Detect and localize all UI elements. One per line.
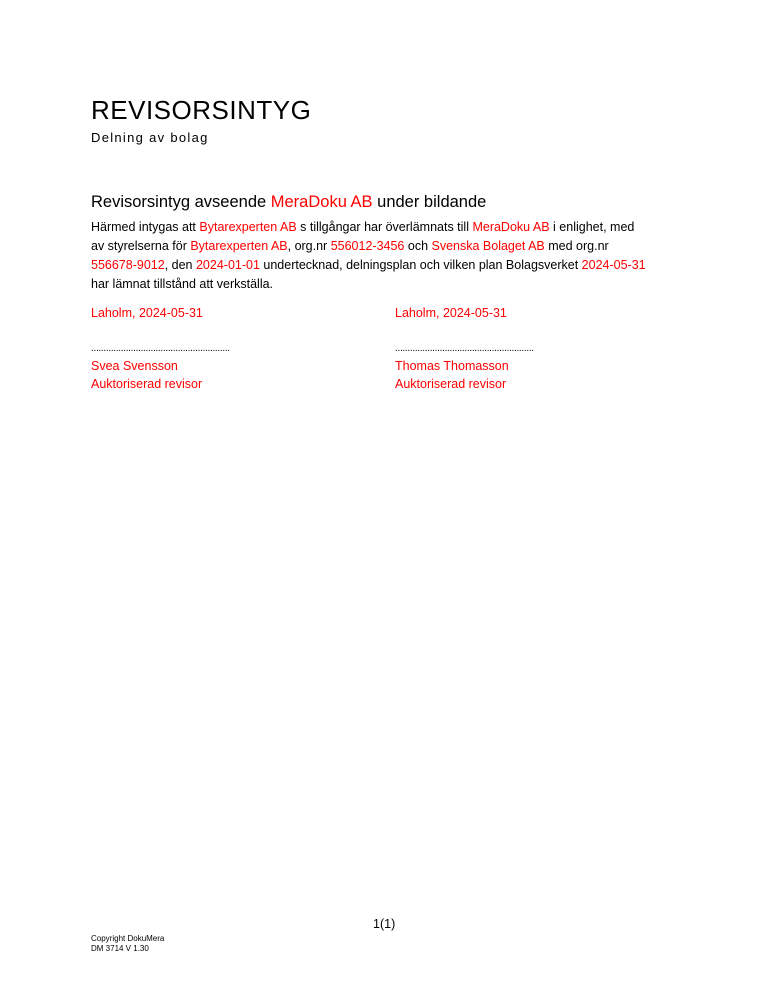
field-org-number-2: 556678-9012 bbox=[91, 258, 165, 272]
body-text: med org.nr bbox=[544, 239, 609, 253]
body-text: har lämnat tillstånd att verkställa. bbox=[91, 277, 274, 291]
signatory-role: Auktoriserad revisor bbox=[395, 377, 507, 391]
body-line-2 bbox=[91, 237, 691, 256]
section-heading bbox=[91, 191, 486, 213]
document-subtitle: Delning av bolag bbox=[91, 130, 209, 145]
signature-line: ........................................................ bbox=[395, 343, 534, 354]
body-text: i enlighet, med bbox=[549, 220, 635, 234]
heading-suffix: under bildande bbox=[372, 193, 487, 211]
body-text: , org.nr bbox=[287, 239, 331, 253]
body-text: , den bbox=[164, 258, 196, 272]
field-board-company: Bytarexperten AB bbox=[190, 239, 288, 253]
body-line-1 bbox=[91, 218, 691, 237]
signatory-role: Auktoriserad revisor bbox=[91, 377, 203, 391]
footer-version: DM 3714 V 1.30 bbox=[91, 944, 149, 953]
body-text: av styrelserna för bbox=[91, 239, 191, 253]
body-text: och bbox=[404, 239, 432, 253]
page-number: 1(1) bbox=[373, 917, 396, 931]
heading-company: MeraDoku AB bbox=[270, 193, 373, 211]
body-text: s tillgångar har överlämnats till bbox=[296, 220, 473, 234]
field-receiving-company: MeraDoku AB bbox=[472, 220, 550, 234]
footer bbox=[91, 934, 164, 954]
signature-block-2 bbox=[395, 304, 625, 393]
field-transferor-company: Bytarexperten AB bbox=[199, 220, 297, 234]
signatory-name: Thomas Thomasson bbox=[395, 359, 509, 373]
signature-line: ........................................................ bbox=[91, 343, 230, 354]
field-second-company: Svenska Bolaget AB bbox=[431, 239, 545, 253]
field-approval-date: 2024-05-31 bbox=[581, 258, 646, 272]
footer-copyright: Copyright DokuMera bbox=[91, 934, 165, 943]
body-line-4 bbox=[91, 275, 691, 294]
body-line-3 bbox=[91, 256, 691, 275]
body-paragraph bbox=[91, 218, 691, 294]
body-text: Härmed intygas att bbox=[91, 220, 200, 234]
field-org-number-1: 556012-3456 bbox=[330, 239, 405, 253]
signatory-name: Svea Svensson bbox=[91, 359, 178, 373]
signature-place-date: Laholm, 2024-05-31 bbox=[395, 306, 507, 320]
signature-place-date: Laholm, 2024-05-31 bbox=[91, 306, 203, 320]
body-text: undertecknad, delningsplan och vilken plan Bolagsverket bbox=[259, 258, 582, 272]
signature-block-1 bbox=[91, 304, 321, 393]
heading-prefix: Revisorsintyg avseende bbox=[91, 193, 271, 211]
document-title: REVISORSINTYG bbox=[91, 95, 312, 125]
field-plan-date: 2024-01-01 bbox=[195, 258, 260, 272]
